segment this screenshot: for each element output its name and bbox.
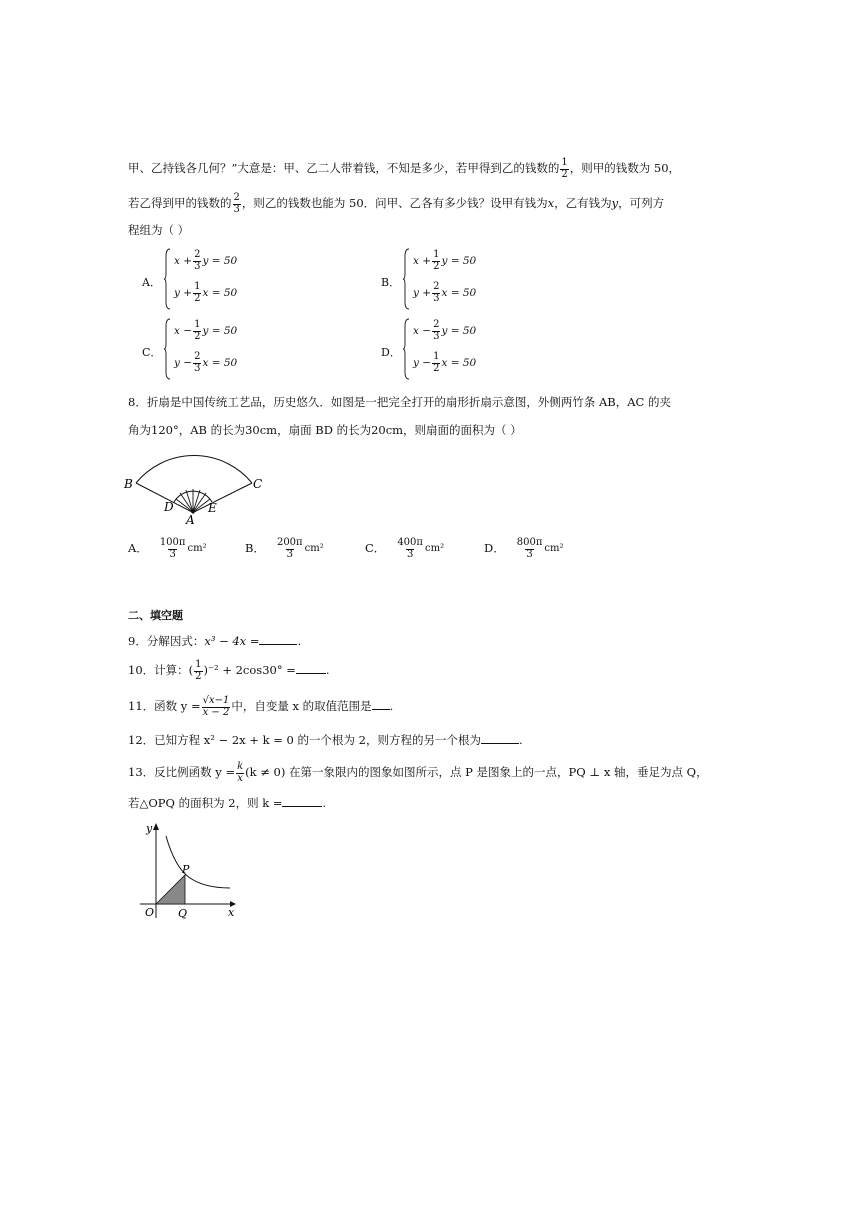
hyperbola-curve [166, 836, 230, 888]
system-equation: x − $\frac{1}{2}$ y = 50 [174, 319, 238, 342]
label-c: C [253, 477, 263, 491]
q8-option-d[interactable]: D． $\frac{800\pi}{3}$ cm² [484, 537, 564, 560]
q7-option-label-c[interactable]: C． [142, 346, 162, 359]
answer-blank[interactable] [282, 796, 322, 807]
q7-option-label-d[interactable]: D． [381, 346, 401, 359]
answer-blank[interactable] [481, 733, 519, 744]
system-equation: x + $\frac{1}{2}$ y = 50 [413, 249, 477, 272]
q7-option-label-b[interactable]: B． [381, 276, 401, 289]
answer-blank[interactable] [372, 699, 390, 710]
q8-line2: 角为120°，AB 的长为30cm，扇面 BD 的长为20cm，则扇面的面积为（ ） [128, 423, 522, 437]
svg-text:x: x [228, 906, 235, 919]
svg-text:O: O [145, 906, 155, 919]
q7-line1: 甲、乙持钱各几何？”大意是：甲、乙二人带着钱，不知是多少，若甲得到乙的钱数的 $\frac{1}{2}$ ，则甲的钱数为 50， [128, 157, 681, 180]
section-heading: 二、填空题 [128, 609, 183, 622]
q12: 12．已知方程 x² − 2x + k = 0 的一个根为 2，则方程的另一个根为 . [128, 733, 523, 747]
inverse-function-graph [130, 818, 240, 920]
q13-line1: 13．反比例函数 y = $\frac{k}{x}$ (k ≠ 0) 在第一象限内的图象如图所示，点 P 是图象上的一点，PQ ⊥ x 轴，垂足为点 Q， [128, 761, 708, 784]
fan-ribs [176, 489, 210, 512]
fraction-two-thirds: $\frac{2}{3}$ [233, 192, 240, 215]
q7-line2: 若乙得到甲的钱数的 $\frac{2}{3}$ ，则乙的钱数也能为 50．问甲、乙各有多少钱？设甲有钱为x，乙有钱为y，可列方 [128, 192, 665, 215]
q9: 9．分解因式：x³ − 4x = . [128, 634, 302, 648]
q8-option-b[interactable]: B． $\frac{200\pi}{3}$ cm² [245, 537, 324, 560]
q7-option-label-a[interactable]: A． [142, 276, 161, 289]
fraction-half: $\frac{1}{2}$ [561, 157, 568, 180]
system-equation: x + $\frac{2}{3}$ y = 50 [174, 249, 238, 272]
answer-blank[interactable] [296, 663, 326, 674]
label-d: D [164, 500, 174, 514]
q8-option-c[interactable]: C． $\frac{400\pi}{3}$ cm² [365, 537, 445, 560]
svg-text:y: y [146, 822, 153, 835]
system-equation: x − $\frac{2}{3}$ y = 50 [413, 319, 477, 342]
system-equation: y + $\frac{1}{2}$ x = 50 [174, 281, 238, 304]
label-a: A [186, 513, 195, 525]
q7-line3: 程组为（ ） [128, 223, 190, 237]
q11: 11．函数 y = $\frac{√x-1}{x - 2}$ 中，自变量 x 的取值范围是 . [128, 695, 394, 718]
label-b: B [124, 477, 133, 491]
fan-outer-arc [136, 456, 252, 483]
answer-blank[interactable] [259, 634, 297, 645]
system-equation: y − $\frac{2}{3}$ x = 50 [174, 351, 238, 374]
svg-text:Q: Q [178, 907, 188, 920]
system-equation: y + $\frac{2}{3}$ x = 50 [413, 281, 477, 304]
label-e: E [208, 501, 217, 515]
q8-option-a[interactable]: A． $\frac{100\pi}{3}$ cm² [128, 537, 207, 560]
triangle-opq [156, 875, 185, 904]
q13-line2: 若△OPQ 的面积为 2，则 k = . [128, 796, 327, 810]
system-equation: y − $\frac{1}{2}$ x = 50 [413, 351, 477, 374]
svg-text:P: P [182, 863, 190, 876]
folding-fan-figure [122, 440, 267, 525]
q8-line1: 8．折扇是中国传统工艺品，历史悠久．如图是一把完全打开的扇形折扇示意图，外侧两竹条 AB，AC 的夹 [128, 395, 671, 409]
q10: 10．计算：( $\frac{1}{2}$ )⁻² + 2cos30° = . [128, 659, 330, 682]
